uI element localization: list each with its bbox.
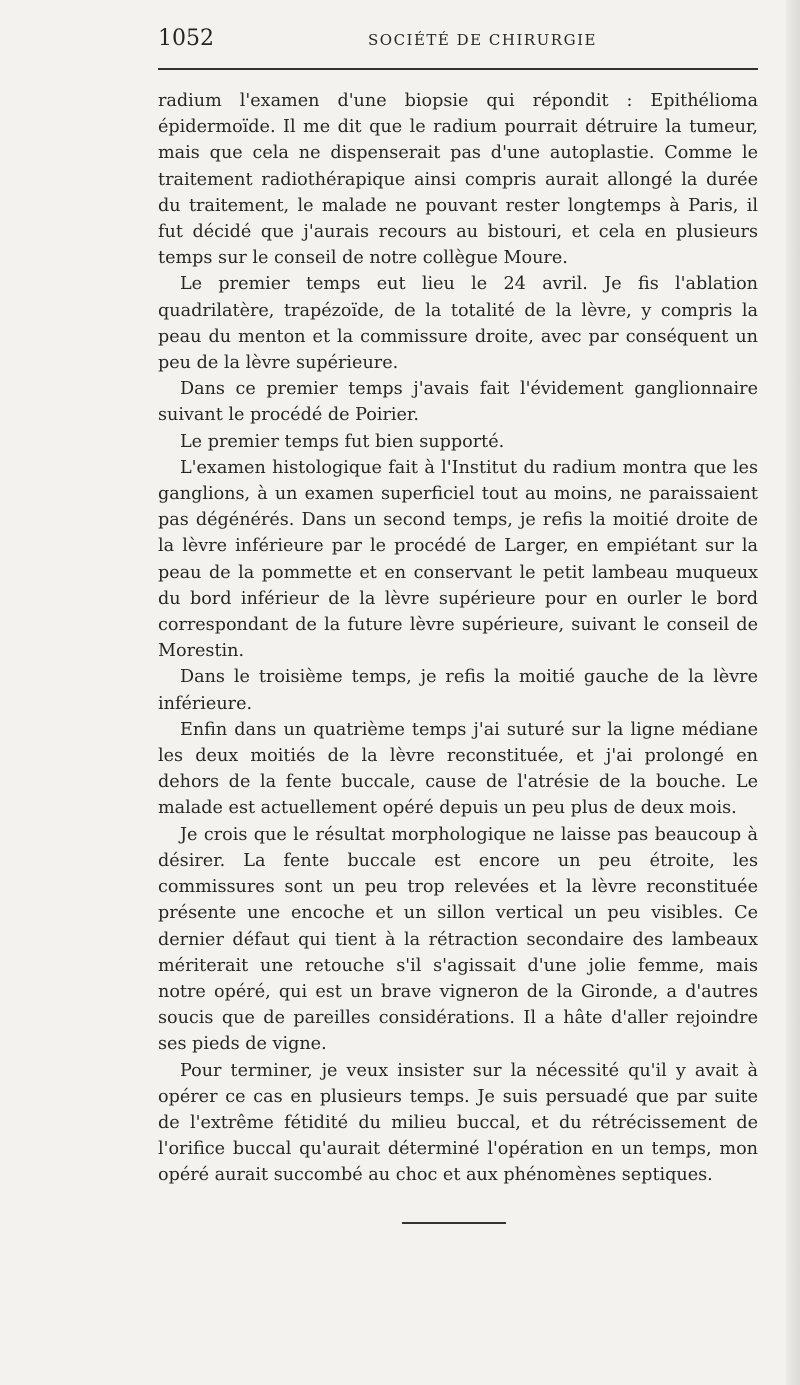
- paragraph-3: Dans ce premier temps j'avais fait l'évidement ganglionnaire suivant le procédé de Poirier.: [158, 379, 758, 426]
- body-text: [158, 88, 758, 1189]
- page-edge: [786, 0, 800, 1385]
- paragraph-5: L'examen histologique fait à l'Institut du radium montra que les ganglions, à un examen superficiel tout au moins, ne paraissaient pas dégénérés. Dans un second temps, je refis la moitié droite de la lèvre inférieure par le procédé de Larger, en empiétant sur la peau de la pommette et en conservant le petit lambeau muqueux du bord inférieur de la lèvre supérieure pour en ourler le bord correspondant de la future lèvre supérieure, suivant le conseil de Morestin.: [158, 457, 758, 662]
- header-rule: [158, 68, 758, 70]
- paragraph-1: radium l'examen d'une biopsie qui répondit : Epithélioma épidermoïde. Il me dit que le radium pourrait détruire la tumeur, mais que cela ne dispenserait pas d'une autoplastie. Comme le traitement radiothérapique ainsi compris aurait allongé la durée du traitement, le malade ne pouvant rester longtemps à Paris, il fut décidé que j'aurais recours au bistouri, et cela en plusieurs temps sur le conseil de notre collègue Moure.: [158, 91, 758, 269]
- end-rule: [402, 1222, 506, 1224]
- page-header: [158, 26, 758, 56]
- paragraph-7: Enfin dans un quatrième temps j'ai suturé sur la ligne médiane les deux moitiés de la lèvre reconstituée, et j'ai prolongé en dehors de la fente buccale, cause de l'atrésie de la bouche. Le malade est actuellement opéré depuis un peu plus de deux mois.: [158, 719, 758, 819]
- page-number: 1052: [158, 26, 214, 51]
- paragraph-6: Dans le troisième temps, je refis la moitié gauche de la lèvre inférieure.: [158, 667, 758, 714]
- paragraph-8: Je crois que le résultat morphologique ne laisse pas beaucoup à désirer. La fente buccale est encore un peu étroite, les commissures sont un peu trop relevées et la lèvre reconstituée présente une encoche et un sillon vertical un peu visibles. Ce dernier défaut qui tient à la rétraction secondaire des lambeaux mériterait une retouche s'il s'agissait d'une jolie femme, mais notre opéré, qui est un brave vigneron de la Gironde, a d'autres soucis que de pareilles considérations. Il a hâte d'aller rejoindre ses pieds de vigne.: [158, 824, 758, 1055]
- running-title: SOCIÉTÉ DE CHIRURGIE: [368, 31, 597, 49]
- paragraph-2: Le premier temps eut lieu le 24 avril. Je fis l'ablation quadrilatère, trapézoïde, de la totalité de la lèvre, y compris la peau du menton et la commissure droite, avec par conséquent un peu de la lèvre supérieure.: [158, 274, 758, 374]
- paragraph-9: Pour terminer, je veux insister sur la nécessité qu'il y avait à opérer ce cas en plusieurs temps. Je suis persuadé que par suite de l'extrême fétidité du milieu buccal, et du rétrécissement de l'orifice buccal qu'aurait déterminé l'opération en un temps, mon opéré aurait succombé au choc et aux phénomènes septiques.: [158, 1060, 758, 1186]
- paragraph-4: Le premier temps fut bien supporté.: [180, 431, 505, 452]
